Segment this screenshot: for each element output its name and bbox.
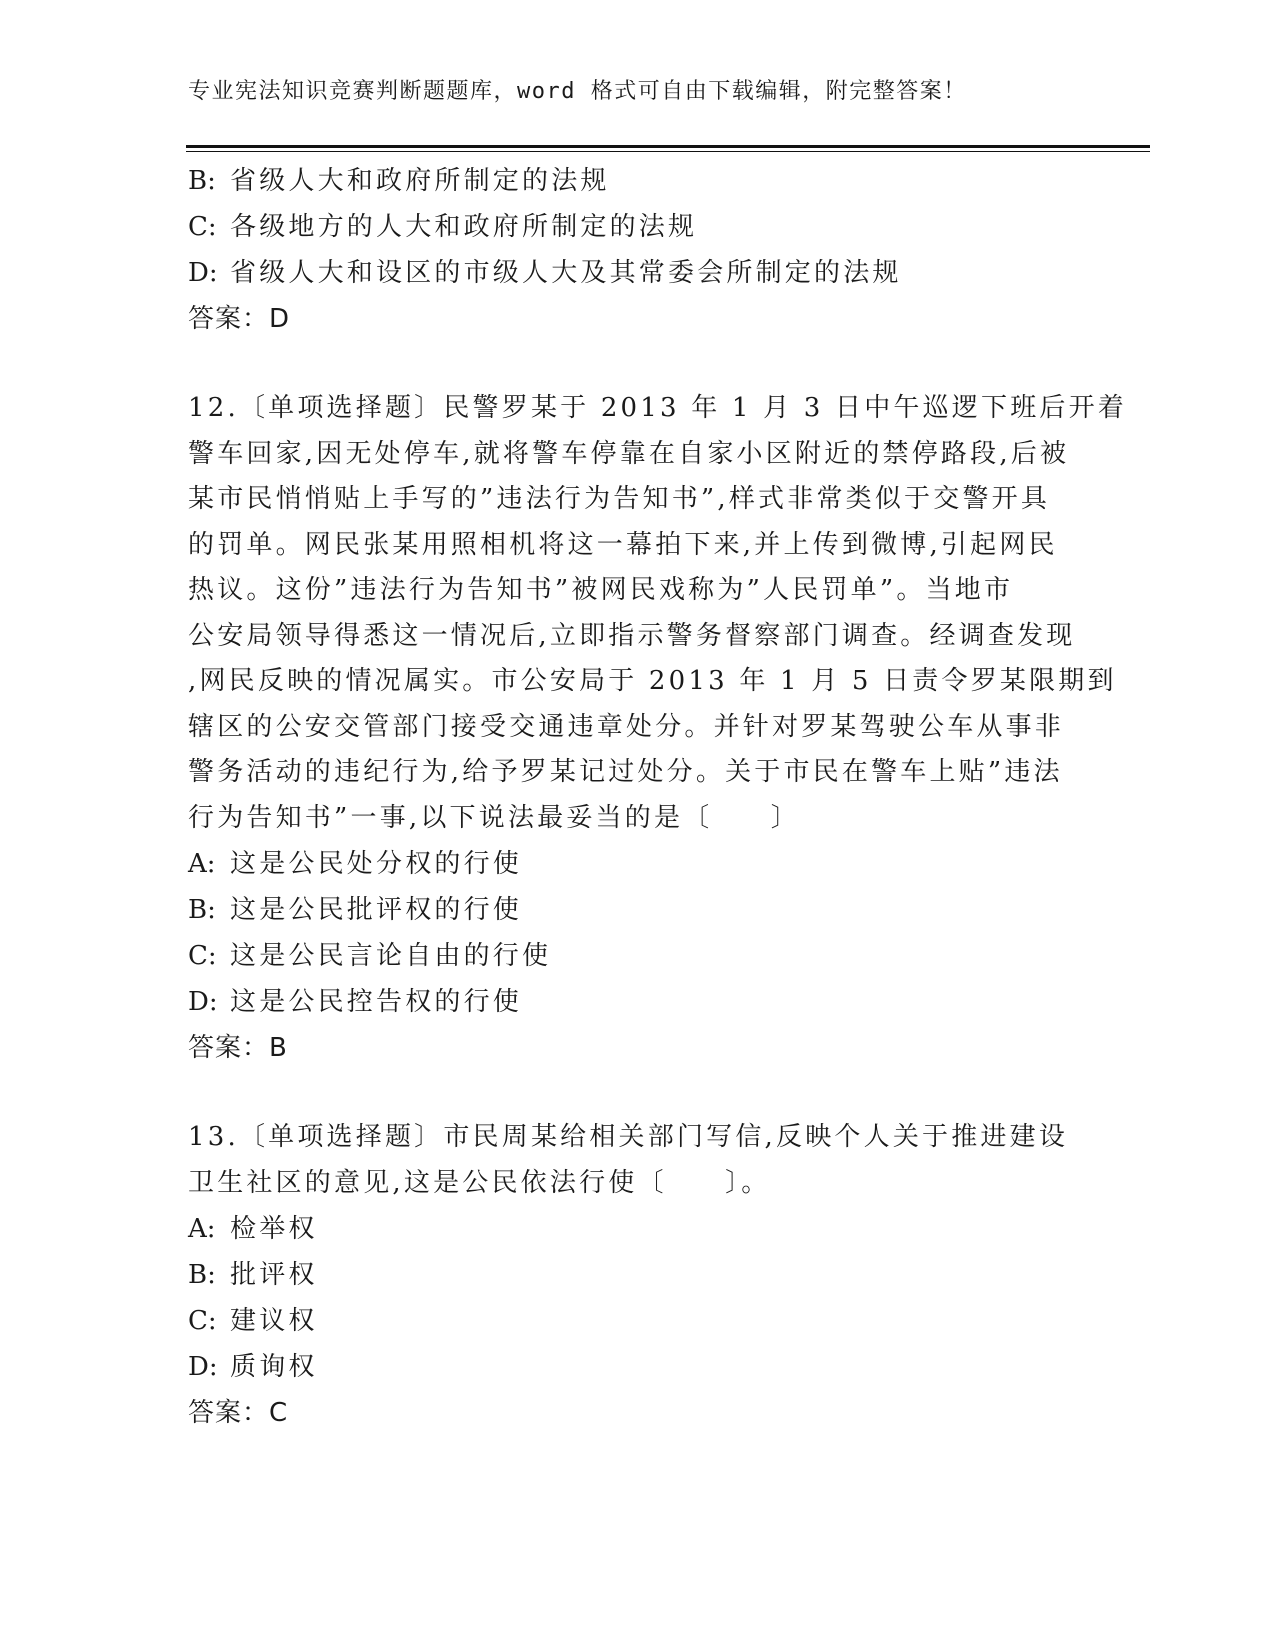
question-line: 行为告知书”一事,以下说法最妥当的是〔 〕 (188, 802, 800, 833)
option-c: C: 这是公民言论自由的行使 (188, 941, 552, 971)
question-line: 卫生社区的意见,这是公民依法行使〔 〕。 (188, 1167, 771, 1198)
option-c: C: 各级地方的人大和政府所制定的法规 (188, 212, 698, 242)
question-text (188, 1115, 1068, 1206)
question-line: 热议。这份”违法行为告知书”被网民戏称为”人民罚单”。当地市 (188, 575, 1014, 605)
option-d: D: 这是公民控告权的行使 (188, 987, 523, 1017)
question-line: 警车回家,因无处停车,就将警车停靠在自家小区附近的禁停路段,后被 (188, 438, 1070, 469)
answer: 答案：B (188, 1033, 288, 1063)
question-line: 公安局领导得悉这一情况后,立即指示警务督察部门调查。经调查发现 (188, 620, 1076, 651)
question-line: 某市民悄悄贴上手写的”违法行为告知书”,样式非常类似于交警开具 (188, 484, 1051, 514)
document-body (188, 158, 1127, 1436)
page-header: 专业宪法知识竞赛判断题题库，word 格式可自由下载编辑，附完整答案！ (188, 79, 967, 104)
question-line: 辖区的公安交管部门接受交通违章处分。并针对罗某驾驶公车从事非 (188, 711, 1065, 742)
option-b: B: 这是公民批评权的行使 (188, 895, 523, 925)
question-line: 13.〔单项选择题〕市民周某给相关部门写信,反映个人关于推进建设 (188, 1122, 1069, 1152)
question-line: 12.〔单项选择题〕民警罗某于 2013 年 1 月 3 日中午巡逻下班后开着 (188, 393, 1127, 423)
option-a: A: 这是公民处分权的行使 (188, 849, 523, 879)
question-12 (188, 386, 1127, 1071)
question-11-tail (188, 158, 1088, 342)
option-b: B: 批评权 (188, 1260, 318, 1290)
option-d: D: 质询权 (188, 1352, 318, 1382)
question-line: 警务活动的违纪行为,给予罗某记过处分。关于市民在警车上贴”违法 (188, 757, 1063, 787)
question-line: ,网民反映的情况属实。市公安局于 2013 年 1 月 5 日责令罗某限期到 (188, 666, 1117, 696)
answer: 答案：C (188, 1398, 289, 1428)
option-c: C: 建议权 (188, 1306, 318, 1336)
question-text (188, 386, 1127, 841)
answer: 答案：D (188, 304, 291, 334)
question-13 (188, 1115, 1088, 1436)
header-divider-thick (186, 145, 1150, 148)
option-d: D: 省级人大和设区的市级人大及其常委会所制定的法规 (188, 258, 902, 288)
header-divider-thin (186, 151, 1150, 152)
question-line: 的罚单。网民张某用照相机将这一幕拍下来,并上传到微博,引起网民 (188, 529, 1058, 560)
option-b: B: 省级人大和政府所制定的法规 (188, 166, 610, 196)
option-a: A: 检举权 (188, 1214, 318, 1244)
